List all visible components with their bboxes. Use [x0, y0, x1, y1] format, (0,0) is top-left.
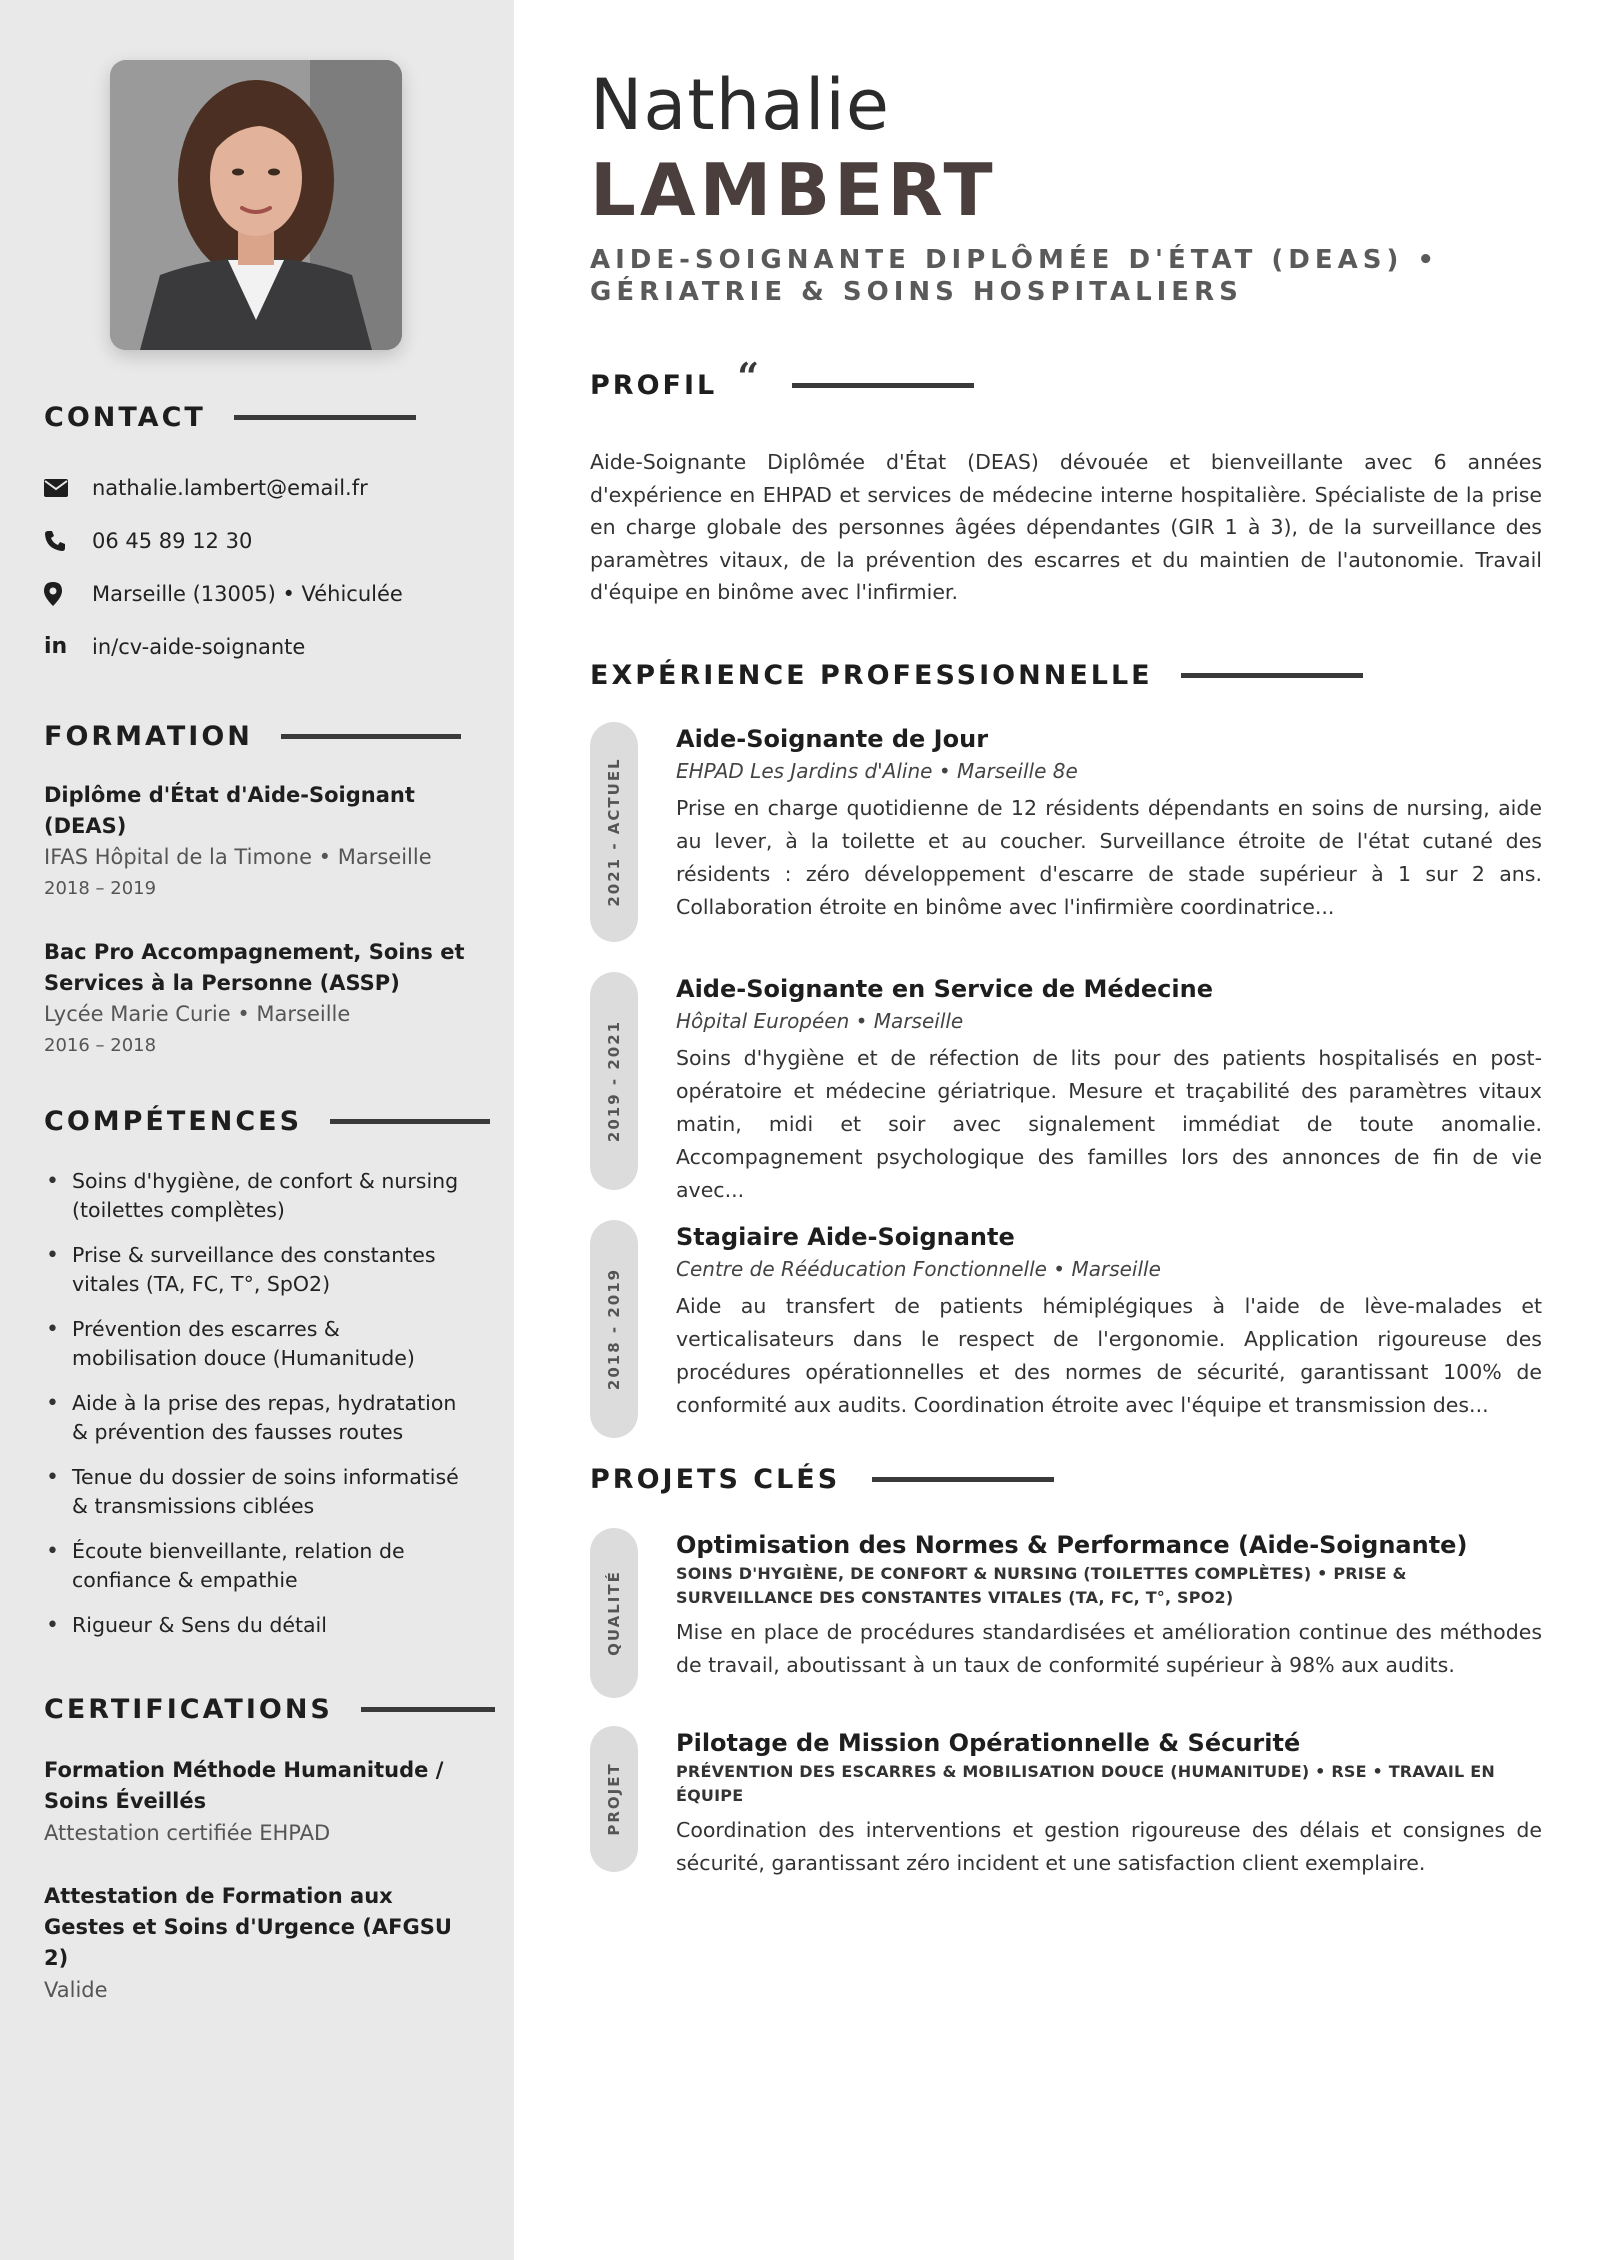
period-pill [590, 972, 638, 1190]
skill-item: • Prévention des escarres & mobilisation douce (Humanitude) [44, 1315, 470, 1373]
profile-text: Aide-Soignante Diplômée d'État (DEAS) dévouée et bienveillante avec 6 années d'expérience en EHPAD et services de médecine interne hospitalière. Spécialiste de la prise en charge globale des personnes âgées dépendantes (GIR 1 à 3), de la surveillance des paramètres vitaux, de la prévention des escarres et du maintien de l'autonomie. Travail d'équipe en binôme avec l'infirmier. [590, 450, 1542, 604]
experience-desc: Aide au transfert de patients hémiplégiques à l'aide de lève-malades et verticalisateurs dans le respect de l'ergonomie. Application rigoureuse des procédures opérationnelles et des normes de sécurité, garantissant 100% de conformité aux audits. Coordination étroite avec l'équipe et transmission des... [676, 1294, 1542, 1417]
first-name: Nathalie [590, 64, 890, 146]
contact-email-text: nathalie.lambert@email.fr [92, 475, 368, 500]
skill-item: • Soins d'hygiène, de confort & nursing (toilettes complètes) [44, 1167, 470, 1225]
linkedin-icon: in [44, 634, 68, 659]
formation-school: IFAS Hôpital de la Timone • Marseille [44, 845, 432, 869]
location-pin-icon [44, 582, 92, 606]
experience-org: Hôpital Européen • Marseille [676, 1009, 964, 1033]
contact-email[interactable] [44, 461, 470, 514]
formation-item [44, 937, 470, 1062]
profile-photo [110, 60, 402, 350]
formation-degree: Bac Pro Accompagnement, Soins et Services à la Personne (ASSP) [44, 940, 465, 995]
project-tag-pill [590, 1726, 638, 1872]
skill-item: • Prise & surveillance des constantes vitales (TA, FC, T°, SpO2) [44, 1241, 470, 1299]
experience-title: Aide-Soignante en Service de Médecine [676, 975, 1213, 1003]
certifications-heading: CERTIFICATIONS [44, 1694, 470, 1725]
formation-section [44, 721, 470, 1062]
certification-sub: Attestation certifiée EHPAD [44, 1821, 331, 1845]
skills-list [44, 1167, 470, 1640]
experience-org: Centre de Rééducation Fonctionnelle • Marseille [676, 1257, 1161, 1281]
projets-heading: PROJETS CLÉS [590, 1464, 1054, 1495]
heading-rule [234, 415, 416, 420]
formation-degree: Diplôme d'État d'Aide-Soignant (DEAS) [44, 783, 415, 838]
experience-title: Stagiaire Aide-Soignante [676, 1223, 1015, 1251]
skill-item: • Tenue du dossier de soins informatisé & transmissions ciblées [44, 1463, 470, 1521]
period-label: 2019 - 2021 [605, 1019, 623, 1143]
job-title: AIDE-SOIGNANTE DIPLÔMÉE D'ÉTAT (DEAS) • GÉRIATRIE & SOINS HOSPITALIERS [590, 245, 1439, 307]
sidebar [0, 0, 514, 2260]
heading-rule [1181, 673, 1363, 678]
project-tag: QUALITÉ [605, 1570, 623, 1656]
project-desc: Mise en place de procédures standardisées et amélioration continue des méthodes de travail, aboutissant à un taux de conformité supérieur à 98% aux audits. [676, 1620, 1542, 1677]
competences-section [44, 1106, 470, 1640]
period-pill [590, 722, 638, 942]
formation-years: 2018 – 2019 [44, 878, 157, 899]
period-label: 2018 - 2019 [605, 1267, 623, 1391]
project-title: Optimisation des Normes & Performance (Aide-Soignante) [676, 1531, 1468, 1559]
competences-heading: COMPÉTENCES [44, 1106, 470, 1137]
certification-item [44, 1755, 470, 1849]
contact-heading: CONTACT [44, 402, 470, 433]
certification-item [44, 1881, 470, 2006]
heading-rule [330, 1119, 490, 1124]
contact-linkedin[interactable] [44, 620, 470, 673]
skill-item: • Aide à la prise des repas, hydratation & prévention des fausses routes [44, 1389, 470, 1447]
last-name: LAMBERT [590, 148, 997, 232]
portrait-illustration [110, 60, 402, 350]
project-skills: SOINS D'HYGIÈNE, DE CONFORT & NURSING (TOILETTES COMPLÈTES) • PRISE & SURVEILLANCE DES CONSTANTES VITALES (TA, FC, T°, SPO2) [676, 1564, 1407, 1607]
period-pill [590, 1220, 638, 1438]
experience-desc: Soins d'hygiène et de réfection de lits pour des patients hospitalisés en post-opératoire et médecine gériatrique. Mesure et traçabilité des paramètres vitaux matin, midi et soir avec signalement immédiat de toute anomalie. Accompagnement psychologique des familles lors des annonces de fin de vie avec... [676, 1046, 1542, 1202]
envelope-icon [44, 479, 92, 497]
project-tag-pill [590, 1528, 638, 1698]
contact-phone[interactable] [44, 514, 470, 567]
experience-heading: EXPÉRIENCE PROFESSIONNELLE [590, 660, 1363, 691]
project-tag: PROJET [605, 1762, 623, 1836]
experience-org: EHPAD Les Jardins d'Aline • Marseille 8e [676, 759, 1078, 783]
heading-rule [281, 734, 461, 739]
formation-heading: FORMATION [44, 721, 470, 752]
phone-icon [44, 530, 92, 552]
skill-item: • Écoute bienveillante, relation de confiance & empathie [44, 1537, 470, 1595]
contact-location-text: Marseille (13005) • Véhiculée [92, 581, 403, 606]
heading-rule [872, 1477, 1054, 1482]
experience-title: Aide-Soignante de Jour [676, 725, 989, 753]
skill-item: • Rigueur & Sens du détail [44, 1611, 470, 1640]
project-desc: Coordination des interventions et gestion rigoureuse des délais et consignes de sécurité, garantissant zéro incident et une satisfaction client exemplaire. [676, 1818, 1542, 1875]
contact-location [44, 567, 470, 620]
certification-sub: Valide [44, 1978, 108, 2002]
contact-linkedin-text: in/cv-aide-soignante [92, 634, 306, 659]
heading-rule [361, 1707, 495, 1712]
profil-heading: PROFIL “ [590, 370, 974, 401]
project-title: Pilotage de Mission Opérationnelle & Sécurité [676, 1729, 1301, 1757]
certification-title: Attestation de Formation aux Gestes et Soins d'Urgence (AFGSU 2) [44, 1884, 452, 1970]
formation-item [44, 780, 470, 905]
formation-years: 2016 – 2018 [44, 1035, 157, 1056]
quote-icon: “ [737, 354, 763, 399]
formation-school: Lycée Marie Curie • Marseille [44, 1002, 351, 1026]
certifications-section [44, 1694, 470, 2006]
project-skills: PRÉVENTION DES ESCARRES & MOBILISATION DOUCE (HUMANITUDE) • RSE • TRAVAIL EN ÉQUIPE [676, 1762, 1495, 1805]
heading-rule [792, 383, 974, 388]
certification-title: Formation Méthode Humanitude / Soins Éveillés [44, 1758, 444, 1813]
contact-phone-text: 06 45 89 12 30 [92, 528, 253, 553]
experience-desc: Prise en charge quotidienne de 12 résidents dépendants en soins de nursing, aide au lever, à la toilette et au coucher. Surveillance étroite de l'état cutané des résidents : zéro développement d'escarre de stade supérieur à 1 sur 2 ans. Collaboration étroite en binôme avec l'infirmière coordinatrice... [676, 796, 1542, 919]
contact-section [44, 402, 470, 673]
period-label: 2021 - ACTUEL [605, 757, 623, 907]
